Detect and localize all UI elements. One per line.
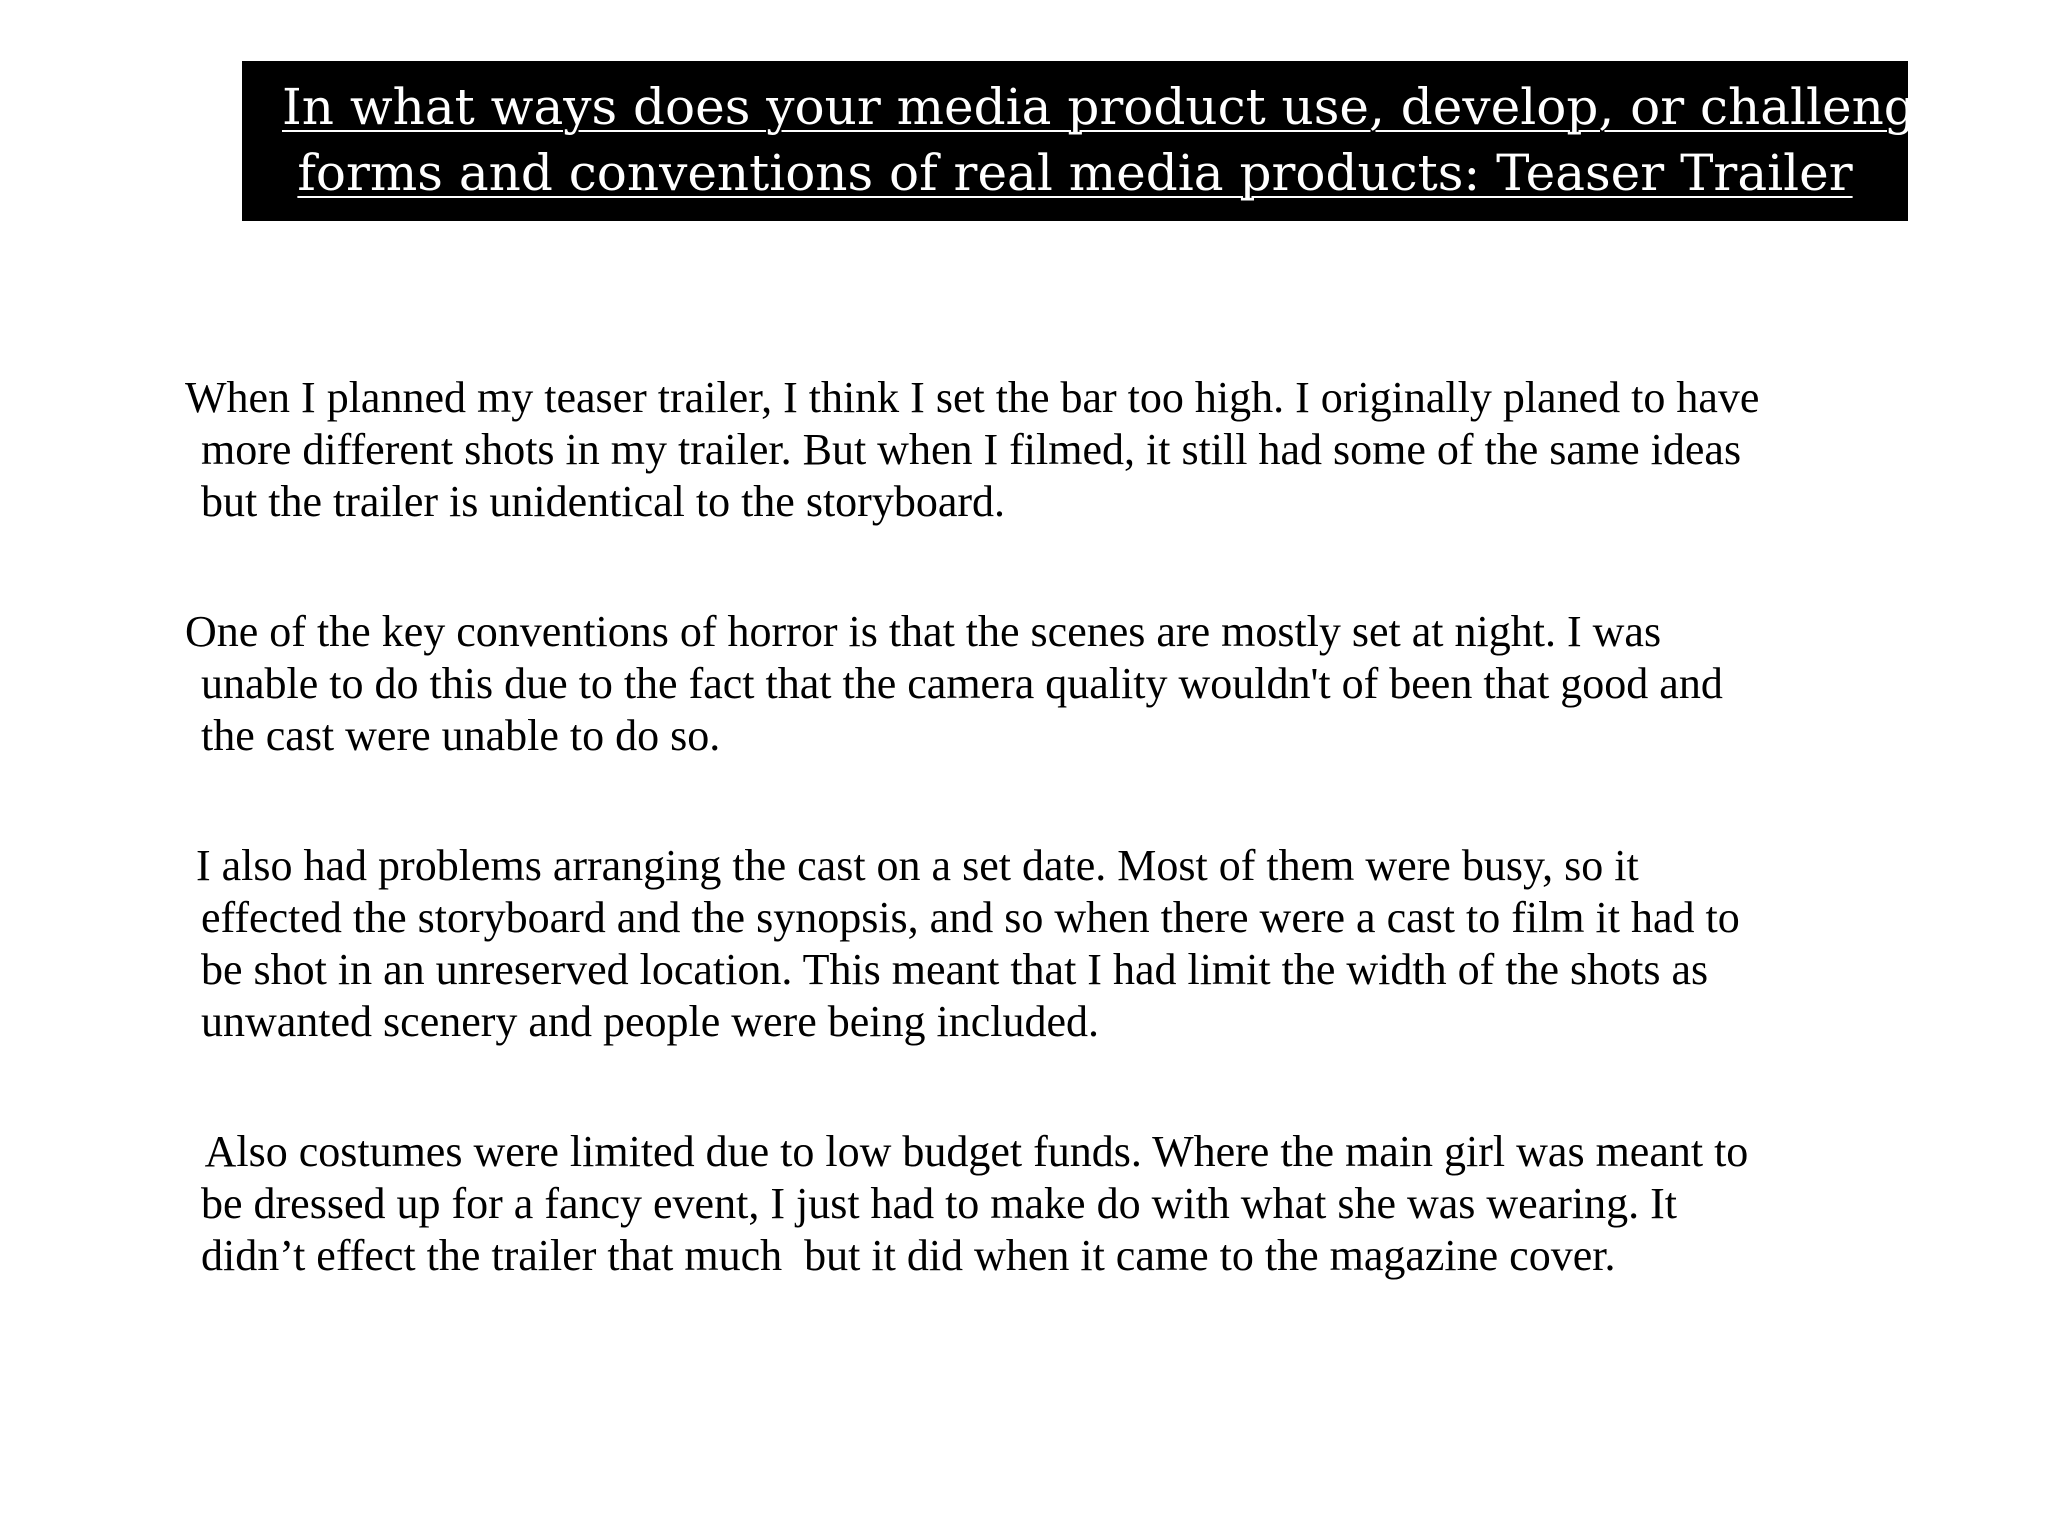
paragraph-costumes [185, 1126, 1985, 1282]
paragraph-cast-problems [185, 840, 1985, 1048]
paragraph-line: When I planned my teaser trailer, I think I set the bar too high. I originally planed to have [185, 373, 1760, 422]
paragraph-conventions [185, 606, 1985, 762]
slide-title-line-1: In what ways does your media product use, develop, or challenge [282, 78, 1946, 136]
paragraph-line: be dressed up for a fancy event, I just had to make do with what she was wearing. It [201, 1179, 1677, 1228]
paragraph-line: unable to do this due to the fact that the camera quality wouldn't of been that good and [201, 659, 1723, 708]
paragraph-line: One of the key conventions of horror is that the scenes are mostly set at night. I was [185, 607, 1662, 656]
paragraph-line: be shot in an unreserved location. This meant that I had limit the width of the shots as [201, 945, 1709, 994]
slide-title-box [242, 61, 1946, 221]
paragraph-line: unwanted scenery and people were being included. [201, 997, 1099, 1046]
paragraph-planning [185, 372, 1985, 528]
slide-title-line-2: forms and conventions of real media products: Teaser Trailer [297, 144, 1853, 202]
paragraph-line: the cast were unable to do so. [201, 711, 721, 760]
paragraph-line: more different shots in my trailer. But when I filmed, it still had some of the same ideas [201, 425, 1742, 474]
paragraph-line: Also costumes were limited due to low budget funds. Where the main girl was meant to [185, 1127, 1749, 1176]
paragraph-line: effected the storyboard and the synopsis, and so when there were a cast to film it had to [201, 893, 1740, 942]
paragraph-line: I also had problems arranging the cast on a set date. Most of them were busy, so it [185, 841, 1639, 890]
paragraph-line: didn’t effect the trailer that much but it did when it came to the magazine cover. [201, 1231, 1616, 1280]
paragraph-line: but the trailer is unidentical to the storyboard. [201, 477, 1006, 526]
